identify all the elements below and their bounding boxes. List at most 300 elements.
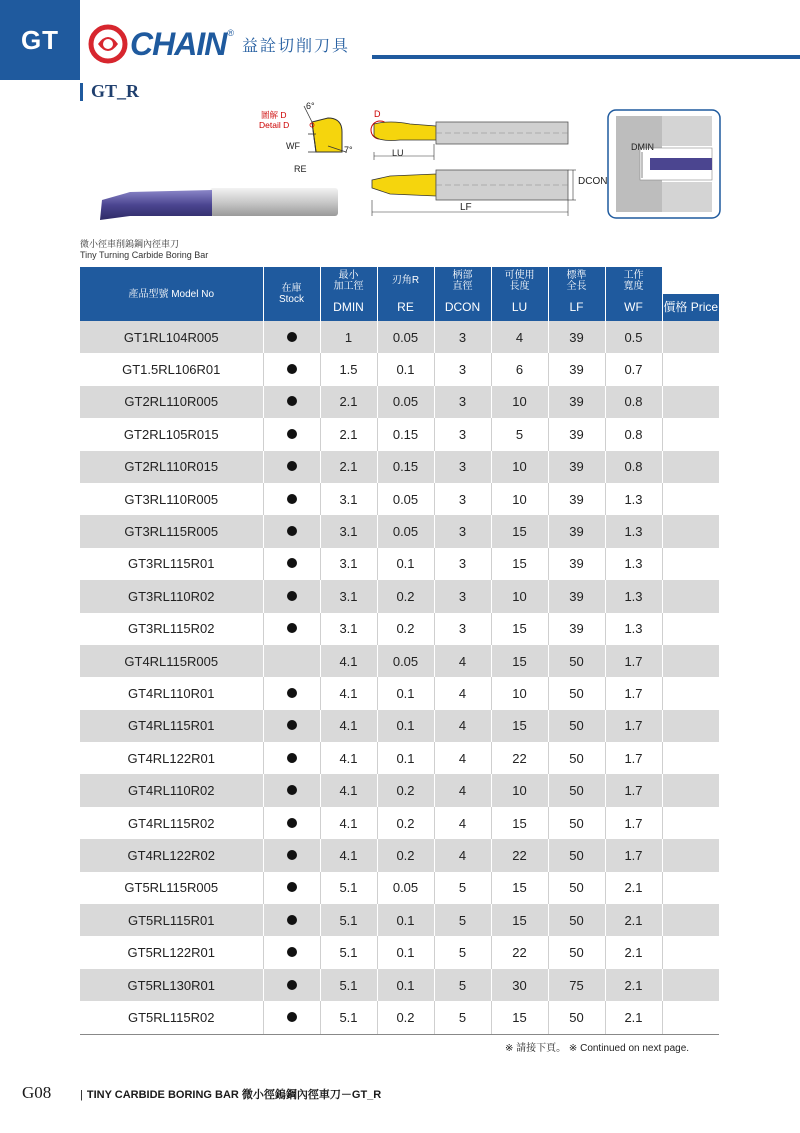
section-heading-bar: [80, 83, 83, 101]
cell-wf: 1.3: [605, 548, 662, 580]
cell-lf: 50: [548, 839, 605, 871]
cell-model: GT4RL115R02: [80, 807, 263, 839]
cell-lu: 6: [491, 353, 548, 385]
header-re-cn: 刃角R: [377, 267, 434, 294]
cell-re: 0.05: [377, 483, 434, 515]
continued-note: ※ 請接下頁。 ※ Continued on next page.: [505, 1043, 690, 1054]
cell-lf: 50: [548, 807, 605, 839]
cell-model: GT2RL110R005: [80, 386, 263, 418]
cell-lf: 50: [548, 645, 605, 677]
cell-price: [662, 548, 719, 580]
cell-model: GT3RL110R005: [80, 483, 263, 515]
cell-lf: 50: [548, 872, 605, 904]
detail-d-label-cn: 圖解 D: [261, 110, 287, 120]
in-stock-dot-icon: [287, 526, 297, 536]
cell-dmin: 3.1: [320, 580, 377, 612]
header-lu-cn: [491, 267, 548, 294]
cell-lf: 50: [548, 1001, 605, 1033]
chain-logo-icon: [88, 24, 128, 64]
cell-re: 0.1: [377, 969, 434, 1001]
cell-wf: 1.3: [605, 613, 662, 645]
cell-dmin: 5.1: [320, 1001, 377, 1033]
header-lf-cn-line1: 標準: [566, 269, 587, 281]
table-row: [80, 451, 719, 483]
header-lu-cn-line2: 長度: [509, 280, 530, 292]
in-stock-dot-icon: [287, 558, 297, 568]
header-stock-cn: 在庫: [281, 283, 302, 294]
product-table: [80, 267, 719, 1035]
cell-dmin: 2.1: [320, 451, 377, 483]
cell-lu: 15: [491, 613, 548, 645]
in-stock-dot-icon: [287, 364, 297, 374]
cell-stock: [263, 483, 320, 515]
cell-lu: 30: [491, 969, 548, 1001]
cell-stock: [263, 548, 320, 580]
cell-model: GT5RL130R01: [80, 969, 263, 1001]
dmin-label: DMIN: [631, 142, 654, 152]
header-dcon-cn-line1: 柄部: [452, 269, 473, 281]
caption: [80, 239, 208, 261]
cell-lf: 39: [548, 515, 605, 547]
table-row: [80, 580, 719, 612]
cell-lu: 22: [491, 936, 548, 968]
cell-model: GT5RL122R01: [80, 936, 263, 968]
table-row: [80, 872, 719, 904]
dcon-label: DCON: [578, 176, 608, 187]
cell-model: GT3RL115R02: [80, 613, 263, 645]
table-row: [80, 353, 719, 385]
table-row: [80, 742, 719, 774]
in-stock-dot-icon: [287, 688, 297, 698]
in-stock-dot-icon: [287, 882, 297, 892]
cell-price: [662, 677, 719, 709]
cell-re: 0.1: [377, 936, 434, 968]
cell-dmin: 3.1: [320, 483, 377, 515]
table-row: [80, 483, 719, 515]
in-stock-dot-icon: [287, 915, 297, 925]
cell-wf: 0.5: [605, 321, 662, 353]
table-row: [80, 1001, 719, 1033]
cell-wf: 1.7: [605, 839, 662, 871]
cell-model: GT4RL110R01: [80, 677, 263, 709]
cell-re: 0.15: [377, 418, 434, 450]
footer-title-text: TINY CARBIDE BORING BAR 微小徑鎢鋼內徑車刀－GT_R: [86, 1089, 382, 1101]
cell-dcon: 3: [434, 321, 491, 353]
cell-lf: 50: [548, 774, 605, 806]
table-body: [80, 321, 719, 1034]
cell-lu: 10: [491, 483, 548, 515]
table-row: [80, 774, 719, 806]
cell-lu: 22: [491, 742, 548, 774]
cell-model: GT3RL115R005: [80, 515, 263, 547]
header-lu-cn-line1: 可使用: [504, 269, 535, 281]
cell-wf: 1.3: [605, 483, 662, 515]
cell-re: 0.1: [377, 710, 434, 742]
cell-price: [662, 353, 719, 385]
cell-re: 0.2: [377, 839, 434, 871]
cell-lu: 15: [491, 645, 548, 677]
brand-name: CHAIN: [130, 25, 227, 62]
cell-dmin: 4.1: [320, 710, 377, 742]
header-lu: LU: [491, 294, 548, 321]
cell-lf: 39: [548, 483, 605, 515]
table-row: [80, 548, 719, 580]
cell-dmin: 4.1: [320, 742, 377, 774]
in-stock-dot-icon: [287, 623, 297, 633]
cell-stock: [263, 839, 320, 871]
cell-model: GT4RL122R01: [80, 742, 263, 774]
cell-price: [662, 904, 719, 936]
header-wf: WF: [605, 294, 662, 321]
cell-model: GT5RL115R02: [80, 1001, 263, 1033]
cell-price: [662, 580, 719, 612]
d-callout-label: D: [374, 109, 381, 119]
cell-wf: 1.7: [605, 645, 662, 677]
cell-wf: 1.7: [605, 774, 662, 806]
caption-en: Tiny Turning Carbide Boring Bar: [80, 250, 209, 260]
cell-lu: 15: [491, 904, 548, 936]
cell-wf: 0.7: [605, 353, 662, 385]
cell-dcon: 3: [434, 515, 491, 547]
cell-re: 0.05: [377, 872, 434, 904]
cell-dcon: 4: [434, 742, 491, 774]
table-row: [80, 677, 719, 709]
cell-stock: [263, 515, 320, 547]
table-row: [80, 710, 719, 742]
header-dmin-cn-line2: 加工徑: [333, 280, 364, 292]
cell-lu: 5: [491, 418, 548, 450]
cell-dcon: 3: [434, 451, 491, 483]
cell-dcon: 4: [434, 645, 491, 677]
cell-wf: 1.7: [605, 677, 662, 709]
cell-lf: 39: [548, 548, 605, 580]
cell-wf: 2.1: [605, 969, 662, 1001]
cell-price: [662, 321, 719, 353]
in-stock-dot-icon: [287, 396, 297, 406]
cell-lf: 39: [548, 451, 605, 483]
header-stock-en: Stock: [278, 294, 304, 305]
cell-dmin: 5.1: [320, 969, 377, 1001]
cell-dcon: 5: [434, 904, 491, 936]
cell-price: [662, 807, 719, 839]
cell-wf: 2.1: [605, 872, 662, 904]
cell-dcon: 5: [434, 969, 491, 1001]
page-number: G08: [22, 1083, 52, 1102]
cell-lu: 10: [491, 386, 548, 418]
cell-lu: 10: [491, 774, 548, 806]
cell-dmin: 5.1: [320, 936, 377, 968]
cell-lf: 50: [548, 710, 605, 742]
table-bottom-rule: [80, 1034, 719, 1035]
cell-dmin: 5.1: [320, 904, 377, 936]
cell-dcon: 3: [434, 483, 491, 515]
cell-lf: 39: [548, 580, 605, 612]
header-dcon: DCON: [434, 294, 491, 321]
cell-re: 0.2: [377, 807, 434, 839]
in-stock-dot-icon: [287, 494, 297, 504]
cell-price: [662, 1001, 719, 1033]
cell-wf: 2.1: [605, 1001, 662, 1033]
section-heading-text: GT_R: [91, 81, 140, 101]
detail-d-diagram: [259, 101, 353, 174]
table-row: [80, 839, 719, 871]
cell-price: [662, 483, 719, 515]
cell-dmin: 4.1: [320, 807, 377, 839]
cell-lf: 50: [548, 742, 605, 774]
cell-lu: 10: [491, 677, 548, 709]
cell-model: GT4RL115R005: [80, 645, 263, 677]
cell-re: 0.05: [377, 386, 434, 418]
cell-re: 0.1: [377, 677, 434, 709]
cell-model: GT5RL115R01: [80, 904, 263, 936]
cell-re: 0.1: [377, 353, 434, 385]
cell-re: 0.05: [377, 515, 434, 547]
cell-re: 0.2: [377, 580, 434, 612]
cell-price: [662, 936, 719, 968]
cell-wf: 1.7: [605, 742, 662, 774]
footer-title: [80, 1086, 381, 1102]
cell-re: 0.2: [377, 613, 434, 645]
cell-re: 0.15: [377, 451, 434, 483]
cell-stock: [263, 386, 320, 418]
cell-dcon: 3: [434, 613, 491, 645]
table-row: [80, 321, 719, 353]
cell-stock: [263, 321, 320, 353]
in-stock-dot-icon: [287, 461, 297, 471]
section-heading: [80, 81, 139, 102]
cell-dcon: 4: [434, 807, 491, 839]
cell-lu: 10: [491, 451, 548, 483]
cell-wf: 1.3: [605, 580, 662, 612]
cell-re: 0.05: [377, 321, 434, 353]
in-stock-dot-icon: [287, 1012, 297, 1022]
cell-lu: 15: [491, 807, 548, 839]
cell-wf: 0.8: [605, 386, 662, 418]
re-label: RE: [294, 164, 307, 174]
section-tab: [0, 0, 80, 80]
cell-model: GT4RL122R02: [80, 839, 263, 871]
cell-model: GT3RL115R01: [80, 548, 263, 580]
caption-cn: 微小徑車削鎢鋼內徑車刀: [80, 239, 180, 249]
cell-price: [662, 418, 719, 450]
cell-stock: [263, 872, 320, 904]
cell-dcon: 5: [434, 936, 491, 968]
cell-stock: [263, 969, 320, 1001]
header-re: RE: [377, 294, 434, 321]
cell-re: 0.2: [377, 1001, 434, 1033]
cell-dcon: 3: [434, 580, 491, 612]
lu-label: LU: [392, 148, 404, 158]
cell-model: GT2RL110R015: [80, 451, 263, 483]
table-row: [80, 613, 719, 645]
cell-stock: [263, 677, 320, 709]
cell-dmin: 4.1: [320, 677, 377, 709]
cell-lf: 39: [548, 418, 605, 450]
cell-price: [662, 710, 719, 742]
cell-model: GT3RL110R02: [80, 580, 263, 612]
brand-chinese-name: 益詮切削刀具: [241, 35, 350, 55]
cell-stock: [263, 353, 320, 385]
cell-stock: [263, 1001, 320, 1033]
cell-price: [662, 613, 719, 645]
table-row: [80, 418, 719, 450]
table-row: [80, 969, 719, 1001]
cell-lu: 15: [491, 710, 548, 742]
cell-stock: [263, 645, 320, 677]
cell-price: [662, 969, 719, 1001]
cell-dcon: 3: [434, 548, 491, 580]
cell-re: 0.1: [377, 742, 434, 774]
header-model: 產品型號 Model No: [80, 267, 263, 321]
in-stock-dot-icon: [287, 785, 297, 795]
header-rule: [372, 55, 800, 59]
cell-stock: [263, 613, 320, 645]
cell-wf: 1.3: [605, 515, 662, 547]
cell-wf: 0.8: [605, 418, 662, 450]
header-dcon-cn: [434, 267, 491, 294]
in-stock-dot-icon: [287, 429, 297, 439]
cell-dmin: 3.1: [320, 548, 377, 580]
cell-wf: 0.8: [605, 451, 662, 483]
cell-wf: 1.7: [605, 807, 662, 839]
in-stock-dot-icon: [287, 332, 297, 342]
header-lf-cn: [548, 267, 605, 294]
cell-dmin: 1.5: [320, 353, 377, 385]
cell-lu: 15: [491, 872, 548, 904]
cell-dcon: 4: [434, 774, 491, 806]
cell-model: GT1.5RL106R01: [80, 353, 263, 385]
cell-model: GT5RL115R005: [80, 872, 263, 904]
cell-lf: 39: [548, 321, 605, 353]
cell-lu: 15: [491, 548, 548, 580]
cell-wf: 1.7: [605, 710, 662, 742]
cell-model: GT2RL105R015: [80, 418, 263, 450]
cell-stock: [263, 451, 320, 483]
cell-price: [662, 742, 719, 774]
header-lf: LF: [548, 294, 605, 321]
tool-diagrams: [90, 100, 730, 240]
cell-stock: [263, 742, 320, 774]
cell-dmin: 1: [320, 321, 377, 353]
cell-lu: 22: [491, 839, 548, 871]
cell-dcon: 5: [434, 872, 491, 904]
cell-dmin: 4.1: [320, 839, 377, 871]
cell-dmin: 5.1: [320, 872, 377, 904]
table-row: [80, 807, 719, 839]
header-dcon-cn-line2: 直徑: [452, 280, 473, 292]
cell-lf: 50: [548, 677, 605, 709]
cell-dcon: 5: [434, 1001, 491, 1033]
header-stock: [263, 267, 320, 321]
angle-side-label: 7°: [344, 145, 353, 155]
table-row: [80, 904, 719, 936]
table-row: [80, 386, 719, 418]
top-view-diagram: [371, 109, 568, 160]
header-price-spacer: [662, 267, 719, 294]
cell-lu: 15: [491, 1001, 548, 1033]
cell-dcon: 3: [434, 386, 491, 418]
in-stock-dot-icon: [287, 947, 297, 957]
cell-price: [662, 774, 719, 806]
lf-label: LF: [460, 202, 472, 213]
header-wf-cn-line1: 工作: [623, 269, 644, 281]
cell-lu: 4: [491, 321, 548, 353]
cell-price: [662, 872, 719, 904]
cell-re: 0.1: [377, 548, 434, 580]
cell-dcon: 3: [434, 353, 491, 385]
cell-model: GT1RL104R005: [80, 321, 263, 353]
header-wf-cn-line2: 寬度: [623, 280, 644, 292]
table-row: [80, 515, 719, 547]
cell-lu: 10: [491, 580, 548, 612]
cell-re: 0.05: [377, 645, 434, 677]
cell-price: [662, 515, 719, 547]
table-row: [80, 936, 719, 968]
cell-price: [662, 839, 719, 871]
cell-stock: [263, 904, 320, 936]
wf-label: WF: [286, 141, 300, 151]
cell-dmin: 4.1: [320, 645, 377, 677]
cell-dmin: 4.1: [320, 774, 377, 806]
cell-model: GT4RL110R02: [80, 774, 263, 806]
cell-price: [662, 645, 719, 677]
cell-re: 0.1: [377, 904, 434, 936]
cell-lf: 39: [548, 386, 605, 418]
cell-lf: 75: [548, 969, 605, 1001]
cell-lf: 39: [548, 613, 605, 645]
cell-lu: 15: [491, 515, 548, 547]
header-dmin-cn: [320, 267, 377, 294]
cell-wf: 2.1: [605, 904, 662, 936]
cell-lf: 39: [548, 353, 605, 385]
section-tab-label: GT: [20, 24, 60, 55]
brand-registered-mark: ®: [227, 28, 234, 38]
table-row: [80, 645, 719, 677]
cell-stock: [263, 710, 320, 742]
in-stock-dot-icon: [287, 591, 297, 601]
cell-dmin: 2.1: [320, 418, 377, 450]
footer-divider: |: [80, 1089, 83, 1101]
tool-photo: [100, 188, 338, 220]
cell-wf: 2.1: [605, 936, 662, 968]
cell-lf: 50: [548, 904, 605, 936]
header-wf-cn: [605, 267, 662, 294]
cell-stock: [263, 418, 320, 450]
in-stock-dot-icon: [287, 850, 297, 860]
cell-model: GT4RL115R01: [80, 710, 263, 742]
side-view-diagram: [372, 170, 607, 216]
cell-stock: [263, 580, 320, 612]
cell-re: 0.2: [377, 774, 434, 806]
cell-dmin: 3.1: [320, 515, 377, 547]
header-price: 價格 Price: [662, 294, 719, 321]
angle-top-label: 6°: [306, 101, 315, 111]
cell-dmin: 2.1: [320, 386, 377, 418]
cell-dcon: 4: [434, 839, 491, 871]
cell-stock: [263, 774, 320, 806]
application-diagram: [608, 110, 720, 218]
cell-dcon: 3: [434, 418, 491, 450]
in-stock-dot-icon: [287, 980, 297, 990]
brand-logo: [88, 22, 350, 66]
cell-price: [662, 386, 719, 418]
cell-dmin: 3.1: [320, 613, 377, 645]
header-dmin-cn-line1: 最小: [338, 269, 359, 281]
cell-dcon: 4: [434, 677, 491, 709]
cell-stock: [263, 807, 320, 839]
in-stock-dot-icon: [287, 753, 297, 763]
cell-price: [662, 451, 719, 483]
